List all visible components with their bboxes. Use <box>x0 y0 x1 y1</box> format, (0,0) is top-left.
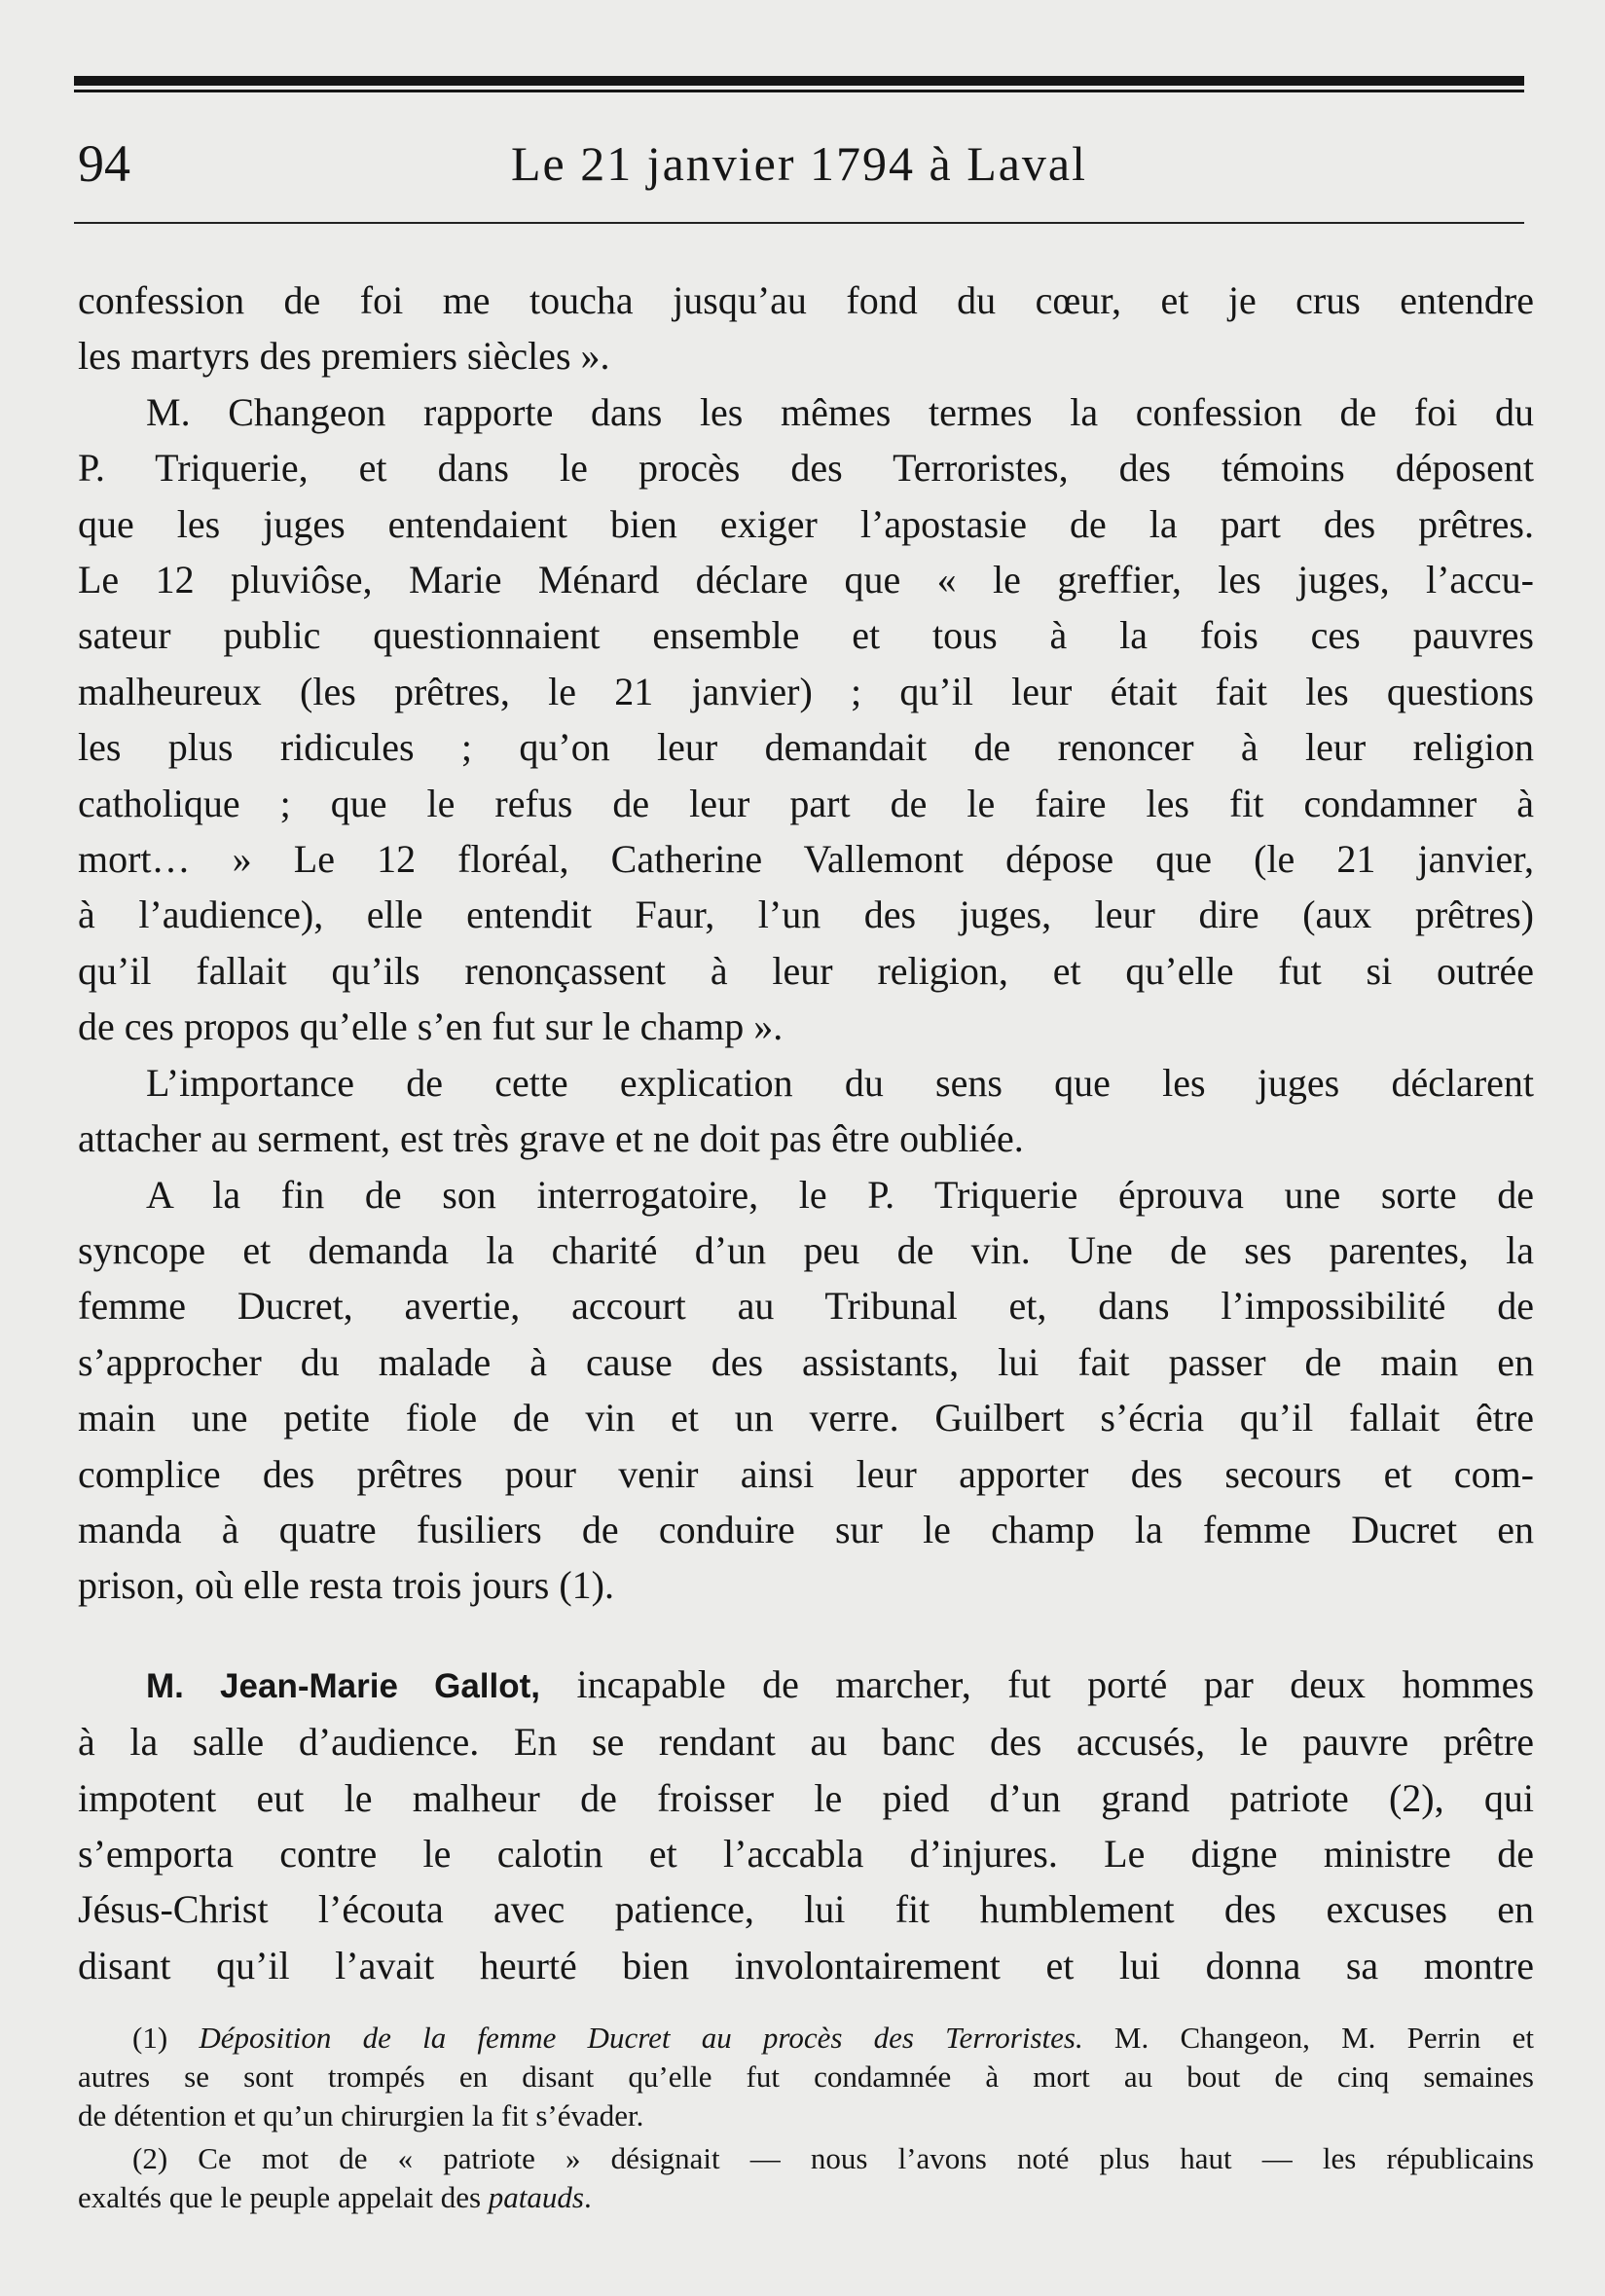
paragraph-3 <box>78 1055 1534 1167</box>
text-line: Jésus-Christ l’écouta avec patience, lui fit humblement des excuses en <box>78 1887 1534 1932</box>
text-line: main une petite fiole de vin et un verre. Guilbert s’écria qu’il fallait être <box>78 1396 1534 1440</box>
text-run: incapable de marcher, fut porté par deux hommes <box>540 1661 1535 1706</box>
text-line: autres se sont trompés en disant qu’elle fut condamnée à mort au bout de cinq semaines <box>78 2059 1534 2094</box>
text-line <box>78 2178 1534 2217</box>
text-line: catholique ; que le refus de leur part de le faire les fit condamner à <box>78 781 1534 825</box>
text-line: M. Changeon rapporte dans les mêmes termes la confession de foi du <box>146 389 1534 434</box>
text-line: à la salle d’audience. En se rendant au banc des accusés, le pauvre prêtre <box>78 1720 1534 1765</box>
text-line: prison, où elle resta trois jours (1). <box>78 1563 614 1608</box>
running-title: Le 21 janvier 1794 à Laval <box>510 136 1088 191</box>
section-gap <box>78 1614 1534 1657</box>
text-line: sateur public questionnaient ensemble et tous à la fois ces pauvres <box>78 613 1534 658</box>
footnote-2: (2) Ce mot de « patriote » désignait — nous l’avons noté plus haut — les républicains <box>132 2141 1534 2175</box>
paragraph-1 <box>78 273 1534 384</box>
text-line: les plus ridicules ; qu’on leur demandait de renoncer à leur religion <box>78 725 1534 770</box>
text-run: exaltés que le peuple appelait des <box>78 2180 489 2214</box>
paragraph-5 <box>78 1657 1534 1993</box>
text-line: impotent eut le malheur de froisser le pied d’un grand patriote (2), qui <box>78 1775 1534 1820</box>
paragraph-4 <box>78 1167 1534 1614</box>
body-text <box>78 273 1534 1993</box>
text-line: s’approcher du malade à cause des assistants, lui fait passer de main en <box>78 1339 1534 1384</box>
text-line: mort… » Le 12 floréal, Catherine Vallemont dépose que (le 21 janvier, <box>78 837 1534 882</box>
text-line: de ces propos qu’elle s’en fut sur le champ ». <box>78 1004 784 1049</box>
top-thick-rule <box>74 76 1524 86</box>
text-line: femme Ducret, avertie, accourt au Tribunal et, dans l’impossibilité de <box>78 1284 1534 1329</box>
text-line: les martyrs des premiers siècles ». <box>78 334 610 379</box>
paragraph-2 <box>78 384 1534 1055</box>
text-line: L’importance de cette explication du sens que les juges déclarent <box>146 1060 1534 1105</box>
text-line: attacher au serment, est très grave et ne doit pas être oubliée. <box>78 1116 1024 1161</box>
text-line: manda à quatre fusiliers de conduire sur le champ la femme Ducret en <box>78 1507 1534 1551</box>
page-header <box>74 134 1524 193</box>
footnote-marker: (1) <box>132 2021 200 2055</box>
text-line: malheureux (les prêtres, le 21 janvier) ; qu’il leur était fait les questions <box>78 669 1534 713</box>
text-line: P. Triquerie, et dans le procès des Terroristes, des témoins déposent <box>78 446 1534 491</box>
text-line: que les juges entendaient bien exiger l’apostasie de la part des prêtres. <box>78 501 1534 546</box>
text-line: qu’il fallait qu’ils renonçassent à leur religion, et qu’elle fut si outrée <box>78 948 1534 993</box>
text-line <box>78 1657 1534 1714</box>
top-thin-rule <box>74 90 1524 92</box>
italic-term: patauds <box>488 2180 584 2214</box>
text-run: . <box>583 2180 592 2214</box>
text-line: à l’audience), elle entendit Faur, l’un des juges, leur dire (aux prêtres) <box>78 893 1534 937</box>
text-line: syncope et demanda la charité d’un peu de vin. Une de ses parentes, la <box>78 1227 1534 1272</box>
footnotes <box>78 2019 1534 2217</box>
person-name: M. Jean-Marie Gallot, <box>146 1666 540 1705</box>
text-line: confession de foi me toucha jusqu’au fond du cœur, et je crus entendre <box>78 278 1534 322</box>
text-line: s’emporta contre le calotin et l’accabla d’injures. Le digne ministre de <box>78 1831 1534 1876</box>
header-rule <box>74 222 1524 224</box>
text-line: Le 12 pluviôse, Marie Ménard déclare que « le greffier, les juges, l’accu- <box>78 558 1534 602</box>
text-line: de détention et qu’un chirurgien la fit s’évader. <box>78 2098 644 2132</box>
text-line: disant qu’il l’avait heurté bien involontairement et lui donna sa montre <box>78 1943 1534 1987</box>
page-number: 94 <box>78 134 130 193</box>
footnote-1 <box>78 2019 1534 2058</box>
text-line: complice des prêtres pour venir ainsi leur apporter des secours et com- <box>78 1451 1534 1496</box>
text-run: M. Changeon, M. Perrin et <box>1082 2021 1534 2055</box>
text-line: A la fin de son interrogatoire, le P. Triquerie éprouva une sorte de <box>146 1172 1534 1217</box>
footnote-source: Déposition de la femme Ducret au procès des Terroristes. <box>199 2021 1083 2055</box>
